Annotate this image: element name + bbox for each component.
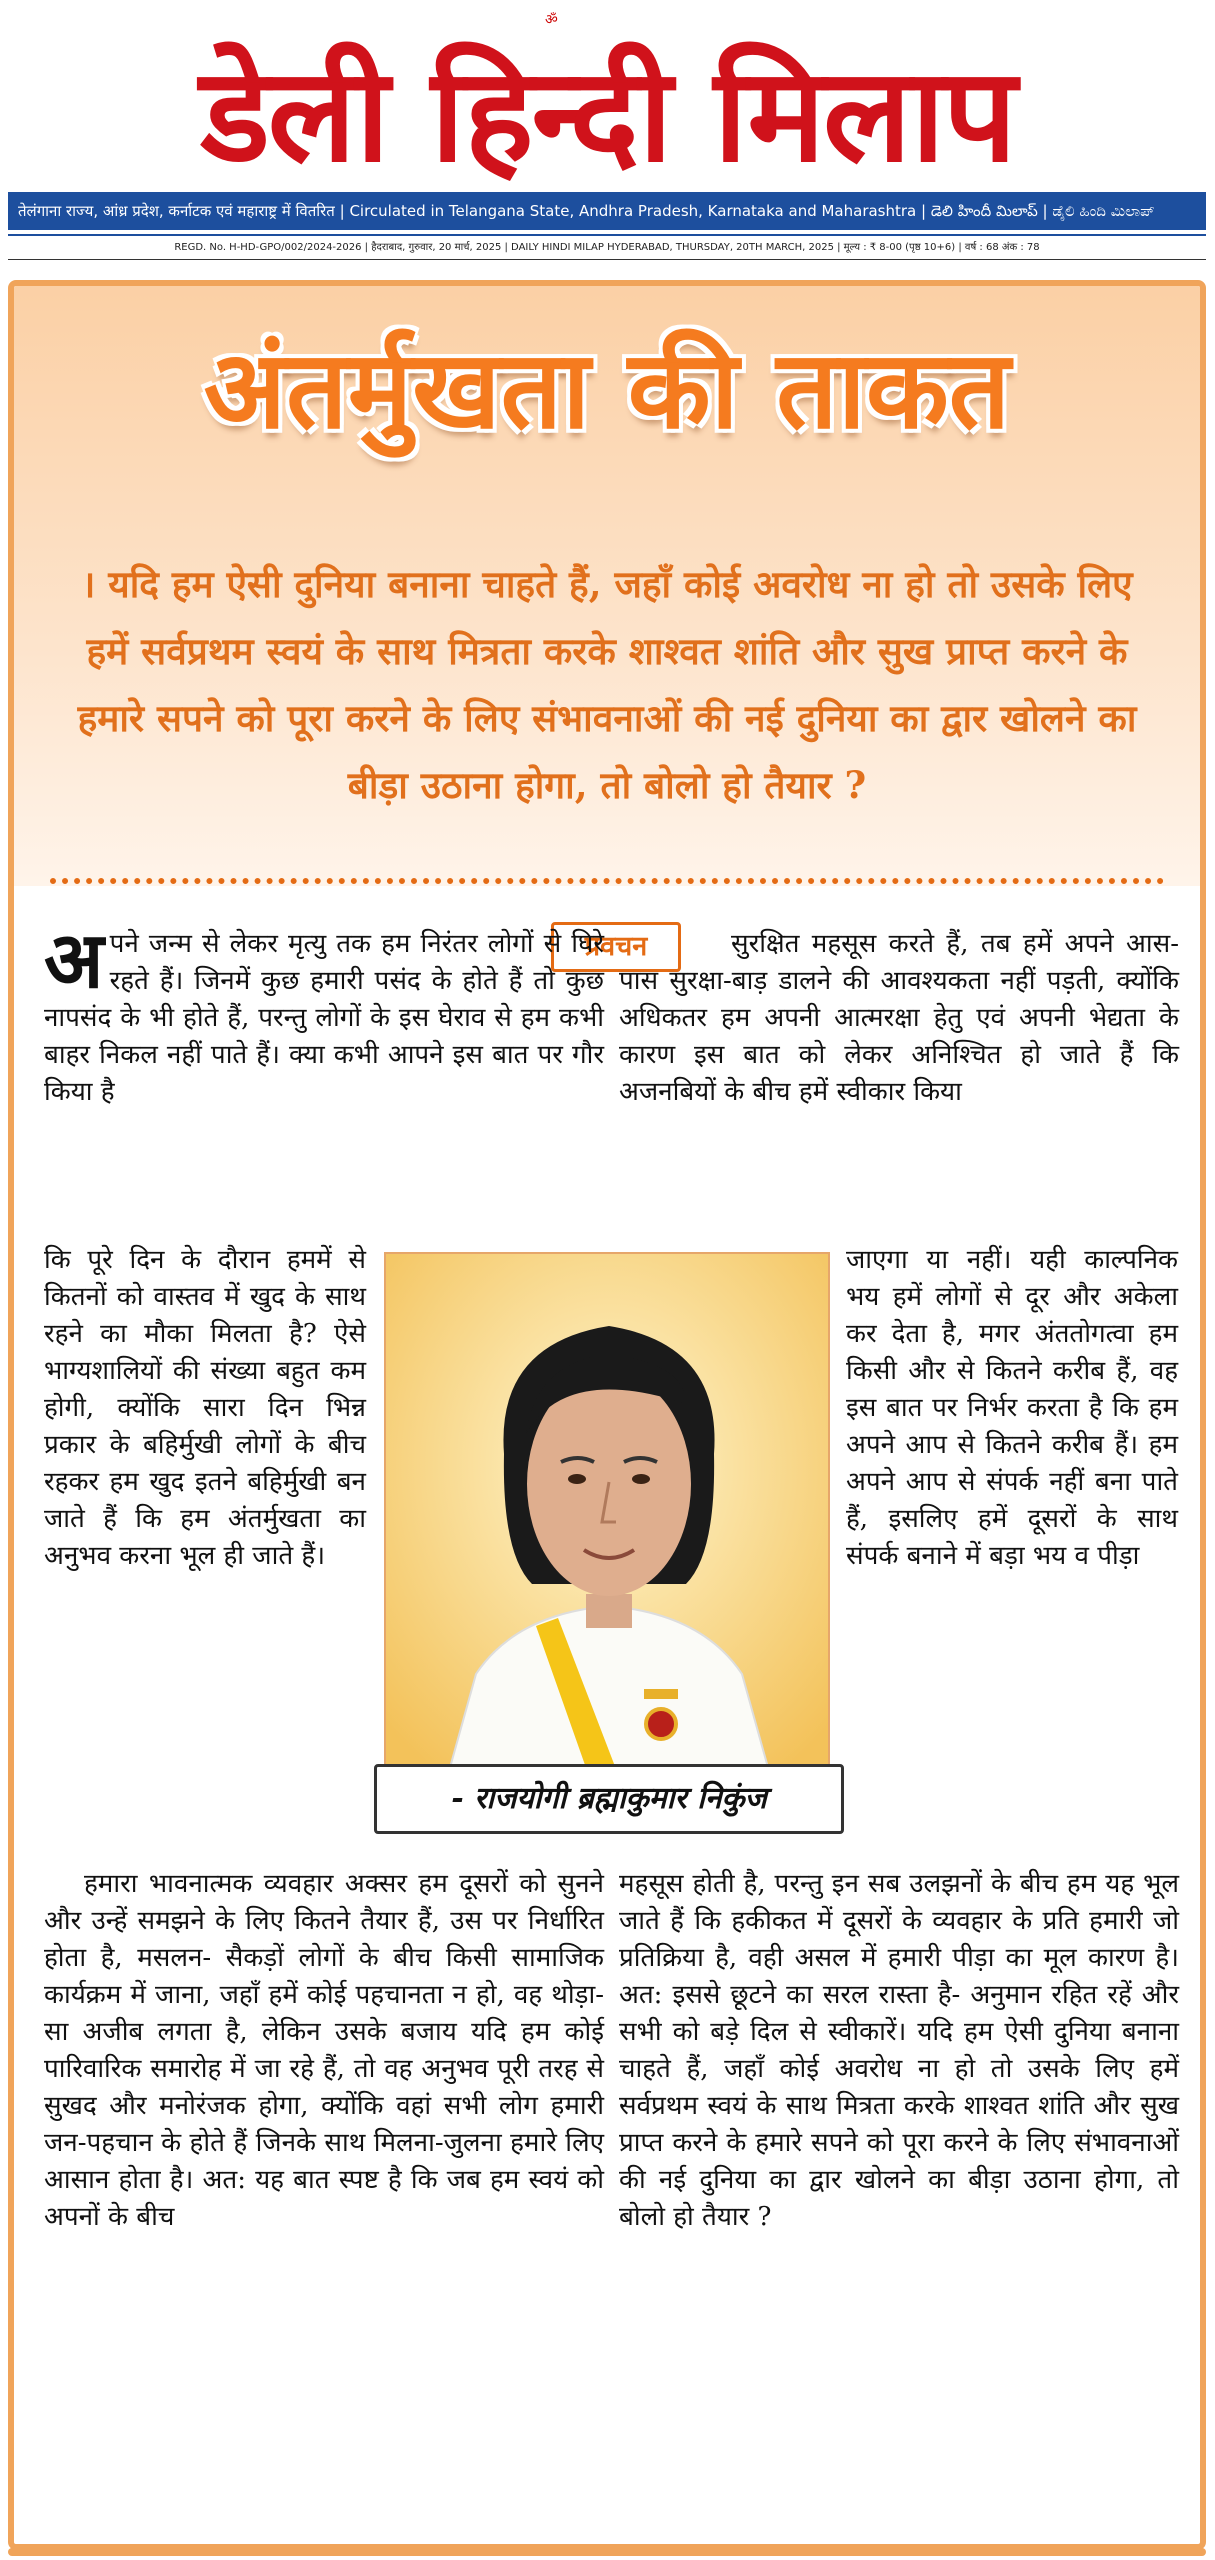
dropcap: अ (44, 915, 104, 1006)
om-seal: ॐ (545, 12, 558, 28)
dotted-divider (50, 878, 1164, 886)
column-left-top (44, 915, 604, 1111)
bottom-border (8, 2548, 1206, 2556)
registration-dateline: REGD. No. H-HD-GPO/002/2024-2026 | हैदराबाद, गुरुवार, 20 मार्च, 2025 | DAILY HINDI MILAP HYDERABAD, THURSDAY, 20TH MARCH, 2025 | मूल्य : ₹ 8-00 (पृष्ठ 10+6) | वर्ष : 68 अंक : 78 (8, 234, 1206, 260)
portrait-illustration (386, 1254, 830, 1780)
body-text: कि पूरे दिन के दौरान हममें से कितनों को वास्तव में खुद के साथ रहने का मौका मिलता है? ऐसे भाग्यशालियों की संख्या बहुत कम होगी, क्योंकि सारा दिन भिन्न प्रकार के बहिर्मुखी लोगों के बीच रहकर हम खुद इतने बहिर्मुखी बन जाते हैं कि हम अंतर्मुखता का अनुभव करना भूल ही जाते हैं। (44, 1245, 366, 1571)
section-badge: प्रवचन (551, 922, 681, 972)
circulation-strip: तेलंगाना राज्य, आंध्र प्रदेश, कर्नाटक एवं महाराष्ट्र में वितरित | Circulated in Telangana State, Andhra Pradesh, Karnataka and Maharashtra | డెలి హిందీ మిలాప్ | ಡೈಲಿ ಹಿಂದಿ ಮಿಲಾಪ್ (8, 192, 1206, 230)
column-right-bottom (619, 1866, 1179, 2236)
body-text: पने जन्म से लेकर मृत्यु तक हम निरंतर लोगों से घिरे रहते हैं। जिनमें कुछ हमारी पसंद के होते हैं तो कुछ नापसंद के भी होते हैं, परन्तु लोगों के इस घेराव से हम कभी बाहर निकल नहीं पाते हैं। क्या कभी आपने इस बात पर गौर किया है (44, 929, 604, 1107)
masthead (0, 0, 1215, 270)
article-frame (8, 280, 1206, 2550)
column-left-bottom (44, 1866, 604, 2236)
column-left-middle (44, 1242, 366, 1575)
photo-caption: - राजयोगी ब्रह्माकुमार निकुंज (374, 1764, 844, 1834)
newspaper-logo: डेली हिन्दी मिलाप (200, 38, 1015, 191)
body-text: जाएगा या नहीं। यही काल्पनिक भय हमें लोगों से दूर और अकेला कर देता है, मगर अंततोगत्वा हम किसी और से कितने करीब हैं, वह इस बात पर निर्भर करता है कि हम अपने आप से कितने करीब हैं। हम अपने आप से संपर्क नहीं बना पाते हैं, इसलिए हमें दूसरों के साथ संपर्क बनाने में बड़ा भय व पीड़ा (846, 1245, 1178, 1571)
speaker-photo (384, 1252, 830, 1780)
column-right-top (619, 926, 1179, 1111)
column-right-middle (846, 1242, 1178, 1575)
deck-text: । यदि हम ऐसी दुनिया बनाना चाहते हैं, जहाँ कोई अवरोध ना हो तो उसके लिए हमें सर्वप्रथम स्वयं के साथ मित्रता करके शाश्वत शांति और सुख प्राप्त करने के हमारे सपने को पूरा करने के लिए संभावनाओं की नई दुनिया का द्वार खोलने का बीड़ा उठाना होगा, तो बोलो हो तैयार ? (77, 562, 1137, 807)
headline-panel (14, 286, 1200, 886)
body-text: महसूस होती है, परन्तु इन सब उलझनों के बीच हम यह भूल जाते हैं कि हकीकत में दूसरों के व्यवहार के प्रति हमारी जो प्रतिक्रिया है, वही असल में हमारी पीड़ा का मूल कारण है। अत: इससे छूटने का सरल रास्ता है- अनुमान रहित रहें और सभी को बड़े दिल से स्वीकारें। यदि हम ऐसी दुनिया बनाना चाहते हैं, जहाँ कोई अवरोध ना हो तो उसके लिए हमें सर्वप्रथम स्वयं के साथ मित्रता करके शाश्वत शांति और सुख प्राप्त करने के हमारे सपने को पूरा करने के लिए संभावनाओं की नई दुनिया का द्वार खोलने का बीड़ा उठाना होगा, तो बोलो हो तैयार ? (619, 1869, 1179, 2232)
body-text: हमारा भावनात्मक व्यवहार अक्सर हम दूसरों को सुनने और उन्हें समझने के लिए कितने तैयार हैं, उस पर निर्धारित होता है, मसलन- सैकड़ों लोगों के बीच किसी सामाजिक कार्यक्रम में जाना, जहाँ हमें कोई पहचानता न हो, वह थोड़ा-सा अजीब लगता है, लेकिन उसके बजाय यदि हम कोई पारिवारिक समारोह में जा रहे हैं, तो वह अनुभव पूरी तरह से सुखद और मनोरंजक होगा, क्योंकि वहां सभी लोग हमारी जन-पहचान के होते हैं जिनके साथ मिलना-जुलना हमारे लिए आसान होता है। अत: यह बात स्पष्ट है कि जब हम स्वयं को अपनों के बीच (44, 1869, 604, 2232)
headline: अंतर्मुखता की ताकत (203, 327, 1011, 453)
body-text: सुरक्षित महसूस करते हैं, तब हमें अपने आस-पास सुरक्षा-बाड़ डालने की आवश्यकता नहीं पड़ती, क्योंकि अधिकतर हम अपनी आत्मरक्षा हेतु एवं अपनी भेद्यता के कारण इस बात को लेकर अनिश्चित हो जाते हैं कि अजनबियों के बीच हमें स्वीकार किया (619, 929, 1179, 1107)
